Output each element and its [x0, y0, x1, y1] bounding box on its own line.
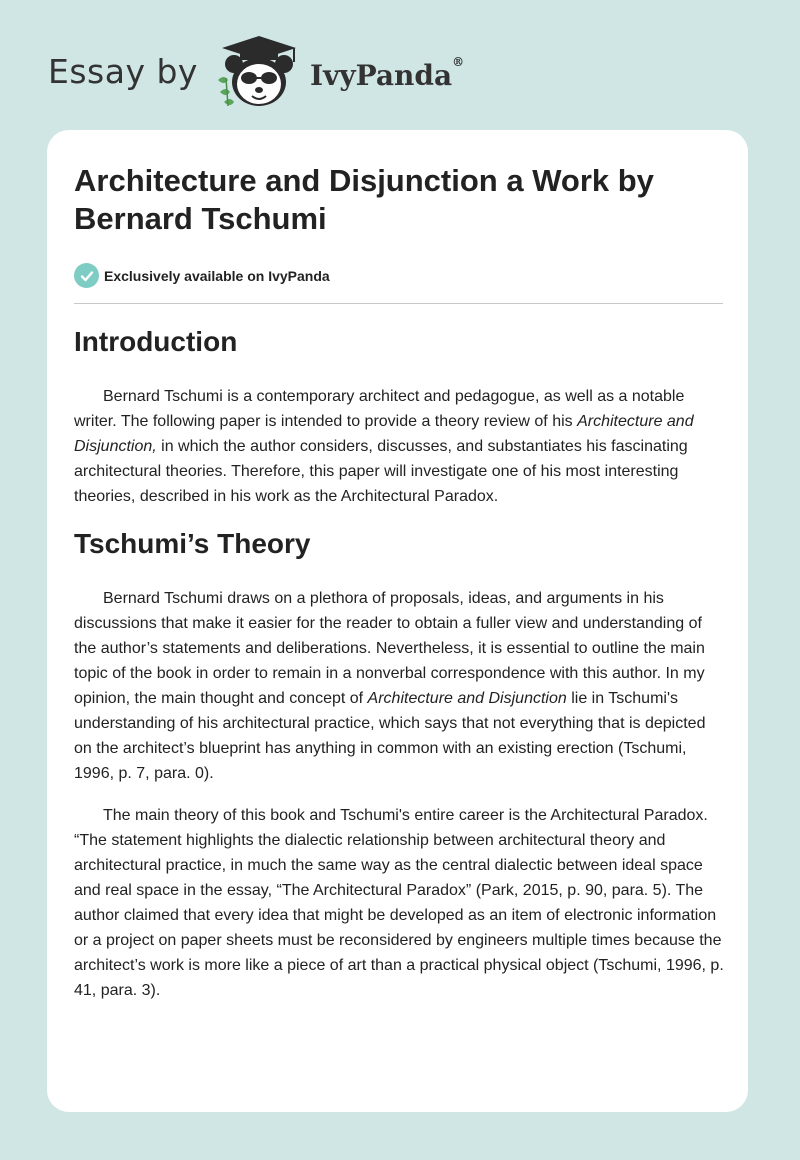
book-title-italic: Architecture and Disjunction, [74, 413, 694, 455]
essay-by-label: Essay by [48, 51, 198, 91]
brand-text: IvyPanda [309, 58, 453, 92]
essay-card [47, 130, 748, 1112]
section-heading-introduction: Introduction [74, 326, 238, 357]
paragraph-theory-2 [74, 803, 726, 1003]
book-title-italic: Architecture and Disjunction [367, 690, 567, 707]
site-header [48, 34, 508, 114]
paragraph-text: lie in Tschumi's understanding of his architectural practice, which says that not everything that is depicted on the architect’s blueprint has anything in common with an existing erection (Tschumi, 1996, p. 7, para. 0). [74, 690, 706, 782]
registered-mark: ® [452, 54, 465, 69]
paragraph-text: Bernard Tschumi draws on a plethora of proposals, ideas, and arguments in his discussions that make it easier for the reader to obtain a fuller view and understanding of the author’s statements and deliberations. Nevertheless, it is essential to outline the main topic of the book in order to remain in a nonverbal correspondence with this author. In my opinion, the main thought and concept of [74, 590, 705, 707]
divider [74, 303, 723, 304]
exclusive-badge [74, 263, 330, 288]
panda-logo-icon[interactable] [212, 34, 306, 110]
exclusive-badge-label: Exclusively available on IvyPanda [104, 267, 330, 284]
brand-name[interactable] [309, 54, 465, 92]
paragraph-text: in which the author considers, discusses, and substantiates his fascinating architectural theories. Therefore, this paper will investigate one of his most interesting theories, described in his work as the Architectural Paradox. [74, 438, 688, 505]
check-icon [74, 263, 99, 288]
paragraph-text: The main theory of this book and Tschumi's entire career is the Architectural Paradox. “The statement highlights the dialectic relationship between architectural theory and architectural practice, in much the same way as the central dialectic between ideal space and real space in the essay, “The Architectural Paradox” (Park, 2015, p. 90, para. 5). The author claimed that every idea that might be developed as an item of electronic information or a project on paper sheets must be reconsidered by engineers multiple times because the architect’s work is more like a piece of art than a practical physical object (Tschumi, 1996, p. 41, para. 3). [74, 807, 724, 999]
paragraph-introduction [74, 384, 726, 509]
section-heading-theory: Tschumi’s Theory [74, 528, 311, 559]
paragraph-theory-1 [74, 586, 726, 786]
paragraph-text: Bernard Tschumi is a contemporary architect and pedagogue, as well as a notable writer. The following paper is intended to provide a theory review of his [74, 388, 685, 430]
page-title: Architecture and Disjunction a Work by Bernard Tschumi [74, 163, 654, 236]
